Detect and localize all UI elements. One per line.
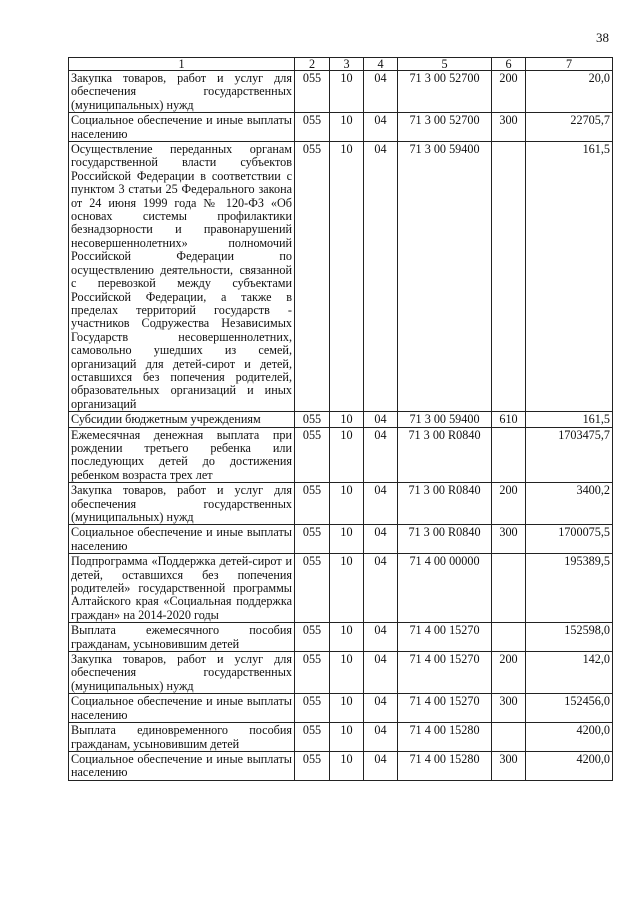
cell-target: 71 4 00 15270 xyxy=(398,694,492,723)
cell-target: 71 3 00 R0840 xyxy=(398,525,492,554)
cell-name: Социальное обеспечение и иные выплаты населению xyxy=(69,694,295,723)
cell-name: Закупка товаров, работ и услуг для обеспечения государственных (муниципальных) нужд xyxy=(69,483,295,525)
table-row xyxy=(69,623,613,652)
cell-section: 10 xyxy=(330,751,364,780)
cell-type: 300 xyxy=(492,525,526,554)
cell-type xyxy=(492,142,526,412)
table-row xyxy=(69,412,613,427)
cell-type xyxy=(492,427,526,483)
cell-amount: 20,0 xyxy=(526,71,613,113)
table-header xyxy=(69,58,613,71)
cell-amount: 22705,7 xyxy=(526,113,613,142)
cell-section: 10 xyxy=(330,483,364,525)
cell-amount: 152456,0 xyxy=(526,694,613,723)
header-col-6: 6 xyxy=(492,58,526,71)
cell-type: 300 xyxy=(492,694,526,723)
cell-name: Выплата единовременного пособия гражданам, усыновившим детей xyxy=(69,723,295,752)
cell-type: 200 xyxy=(492,71,526,113)
table-body xyxy=(69,71,613,781)
cell-subsection: 04 xyxy=(364,554,398,623)
header-col-2: 2 xyxy=(295,58,330,71)
cell-target: 71 4 00 00000 xyxy=(398,554,492,623)
cell-target: 71 4 00 15280 xyxy=(398,751,492,780)
cell-amount: 1703475,7 xyxy=(526,427,613,483)
cell-amount: 195389,5 xyxy=(526,554,613,623)
cell-section: 10 xyxy=(330,412,364,427)
cell-target: 71 4 00 15280 xyxy=(398,723,492,752)
header-col-5: 5 xyxy=(398,58,492,71)
cell-target: 71 4 00 15270 xyxy=(398,623,492,652)
cell-name: Социальное обеспечение и иные выплаты населению xyxy=(69,113,295,142)
cell-target: 71 3 00 59400 xyxy=(398,142,492,412)
page-number: 38 xyxy=(596,30,609,45)
cell-subsection: 04 xyxy=(364,751,398,780)
cell-ministry: 055 xyxy=(295,525,330,554)
cell-ministry: 055 xyxy=(295,113,330,142)
table-row xyxy=(69,427,613,483)
table-row xyxy=(69,723,613,752)
cell-section: 10 xyxy=(330,427,364,483)
cell-ministry: 055 xyxy=(295,483,330,525)
header-row xyxy=(69,58,613,71)
table-row xyxy=(69,113,613,142)
cell-ministry: 055 xyxy=(295,427,330,483)
cell-amount: 152598,0 xyxy=(526,623,613,652)
cell-ministry: 055 xyxy=(295,751,330,780)
cell-type xyxy=(492,554,526,623)
cell-subsection: 04 xyxy=(364,71,398,113)
cell-type: 300 xyxy=(492,113,526,142)
cell-section: 10 xyxy=(330,723,364,752)
table-row xyxy=(69,751,613,780)
cell-ministry: 055 xyxy=(295,71,330,113)
table-row xyxy=(69,483,613,525)
cell-section: 10 xyxy=(330,652,364,694)
cell-type: 200 xyxy=(492,483,526,525)
cell-ministry: 055 xyxy=(295,723,330,752)
cell-type: 610 xyxy=(492,412,526,427)
header-col-4: 4 xyxy=(364,58,398,71)
cell-ministry: 055 xyxy=(295,412,330,427)
cell-name: Закупка товаров, работ и услуг для обеспечения государственных (муниципальных) нужд xyxy=(69,71,295,113)
header-col-1: 1 xyxy=(69,58,295,71)
cell-ministry: 055 xyxy=(295,142,330,412)
cell-name: Социальное обеспечение и иные выплаты населению xyxy=(69,525,295,554)
cell-target: 71 3 00 52700 xyxy=(398,113,492,142)
cell-subsection: 04 xyxy=(364,525,398,554)
cell-amount: 161,5 xyxy=(526,142,613,412)
cell-section: 10 xyxy=(330,623,364,652)
cell-type xyxy=(492,623,526,652)
cell-target: 71 3 00 59400 xyxy=(398,412,492,427)
cell-name: Ежемесячная денежная выплата при рождении третьего ребенка или последующих детей до достижения ребенком возраста трех лет xyxy=(69,427,295,483)
cell-section: 10 xyxy=(330,525,364,554)
cell-amount: 4200,0 xyxy=(526,723,613,752)
cell-ministry: 055 xyxy=(295,623,330,652)
cell-name: Субсидии бюджетным учреждениям xyxy=(69,412,295,427)
cell-type: 300 xyxy=(492,751,526,780)
cell-section: 10 xyxy=(330,113,364,142)
cell-section: 10 xyxy=(330,554,364,623)
cell-section: 10 xyxy=(330,694,364,723)
cell-ministry: 055 xyxy=(295,554,330,623)
header-col-7: 7 xyxy=(526,58,613,71)
cell-name: Подпрограмма «Поддержка детей-сирот и детей, оставшихся без попечения родителей» государственной программы Алтайского края «Социальная поддержка граждан» на 2014-2020 годы xyxy=(69,554,295,623)
table-row xyxy=(69,142,613,412)
cell-name: Закупка товаров, работ и услуг для обеспечения государственных (муниципальных) нужд xyxy=(69,652,295,694)
budget-table xyxy=(68,57,613,781)
cell-amount: 161,5 xyxy=(526,412,613,427)
cell-subsection: 04 xyxy=(364,694,398,723)
cell-subsection: 04 xyxy=(364,723,398,752)
table-row xyxy=(69,525,613,554)
cell-ministry: 055 xyxy=(295,652,330,694)
header-col-3: 3 xyxy=(330,58,364,71)
cell-subsection: 04 xyxy=(364,412,398,427)
cell-type xyxy=(492,723,526,752)
cell-name: Социальное обеспечение и иные выплаты населению xyxy=(69,751,295,780)
cell-section: 10 xyxy=(330,71,364,113)
table-row xyxy=(69,652,613,694)
table-row xyxy=(69,554,613,623)
cell-name: Выплата ежемесячного пособия гражданам, усыновившим детей xyxy=(69,623,295,652)
cell-amount: 1700075,5 xyxy=(526,525,613,554)
cell-section: 10 xyxy=(330,142,364,412)
cell-amount: 3400,2 xyxy=(526,483,613,525)
cell-amount: 4200,0 xyxy=(526,751,613,780)
cell-subsection: 04 xyxy=(364,427,398,483)
table-row xyxy=(69,694,613,723)
cell-name: Осуществление переданных органам государственной власти субъектов Российской Федерации в соответствии с пунктом 3 статьи 25 Федерального закона от 24 июня 1999 года № 120-ФЗ «Об основах системы профилактики безнадзорности и правонарушений несовершеннолетних» полномочий Российской Федерации по осуществлению деятельности, связанной с перевозкой между субъектами Российской Федерации, а также в пределах территорий государств - участников Содружества Независимых Государств несовершеннолетних, самовольно ушедших из семей, организаций для детей-сирот и детей, оставшихся без попечения родителей, образовательных организаций и иных организаций xyxy=(69,142,295,412)
cell-type: 200 xyxy=(492,652,526,694)
cell-subsection: 04 xyxy=(364,652,398,694)
cell-target: 71 3 00 52700 xyxy=(398,71,492,113)
table-row xyxy=(69,71,613,113)
cell-subsection: 04 xyxy=(364,113,398,142)
cell-target: 71 3 00 R0840 xyxy=(398,483,492,525)
cell-subsection: 04 xyxy=(364,623,398,652)
cell-target: 71 3 00 R0840 xyxy=(398,427,492,483)
cell-target: 71 4 00 15270 xyxy=(398,652,492,694)
cell-ministry: 055 xyxy=(295,694,330,723)
cell-subsection: 04 xyxy=(364,142,398,412)
cell-amount: 142,0 xyxy=(526,652,613,694)
cell-subsection: 04 xyxy=(364,483,398,525)
